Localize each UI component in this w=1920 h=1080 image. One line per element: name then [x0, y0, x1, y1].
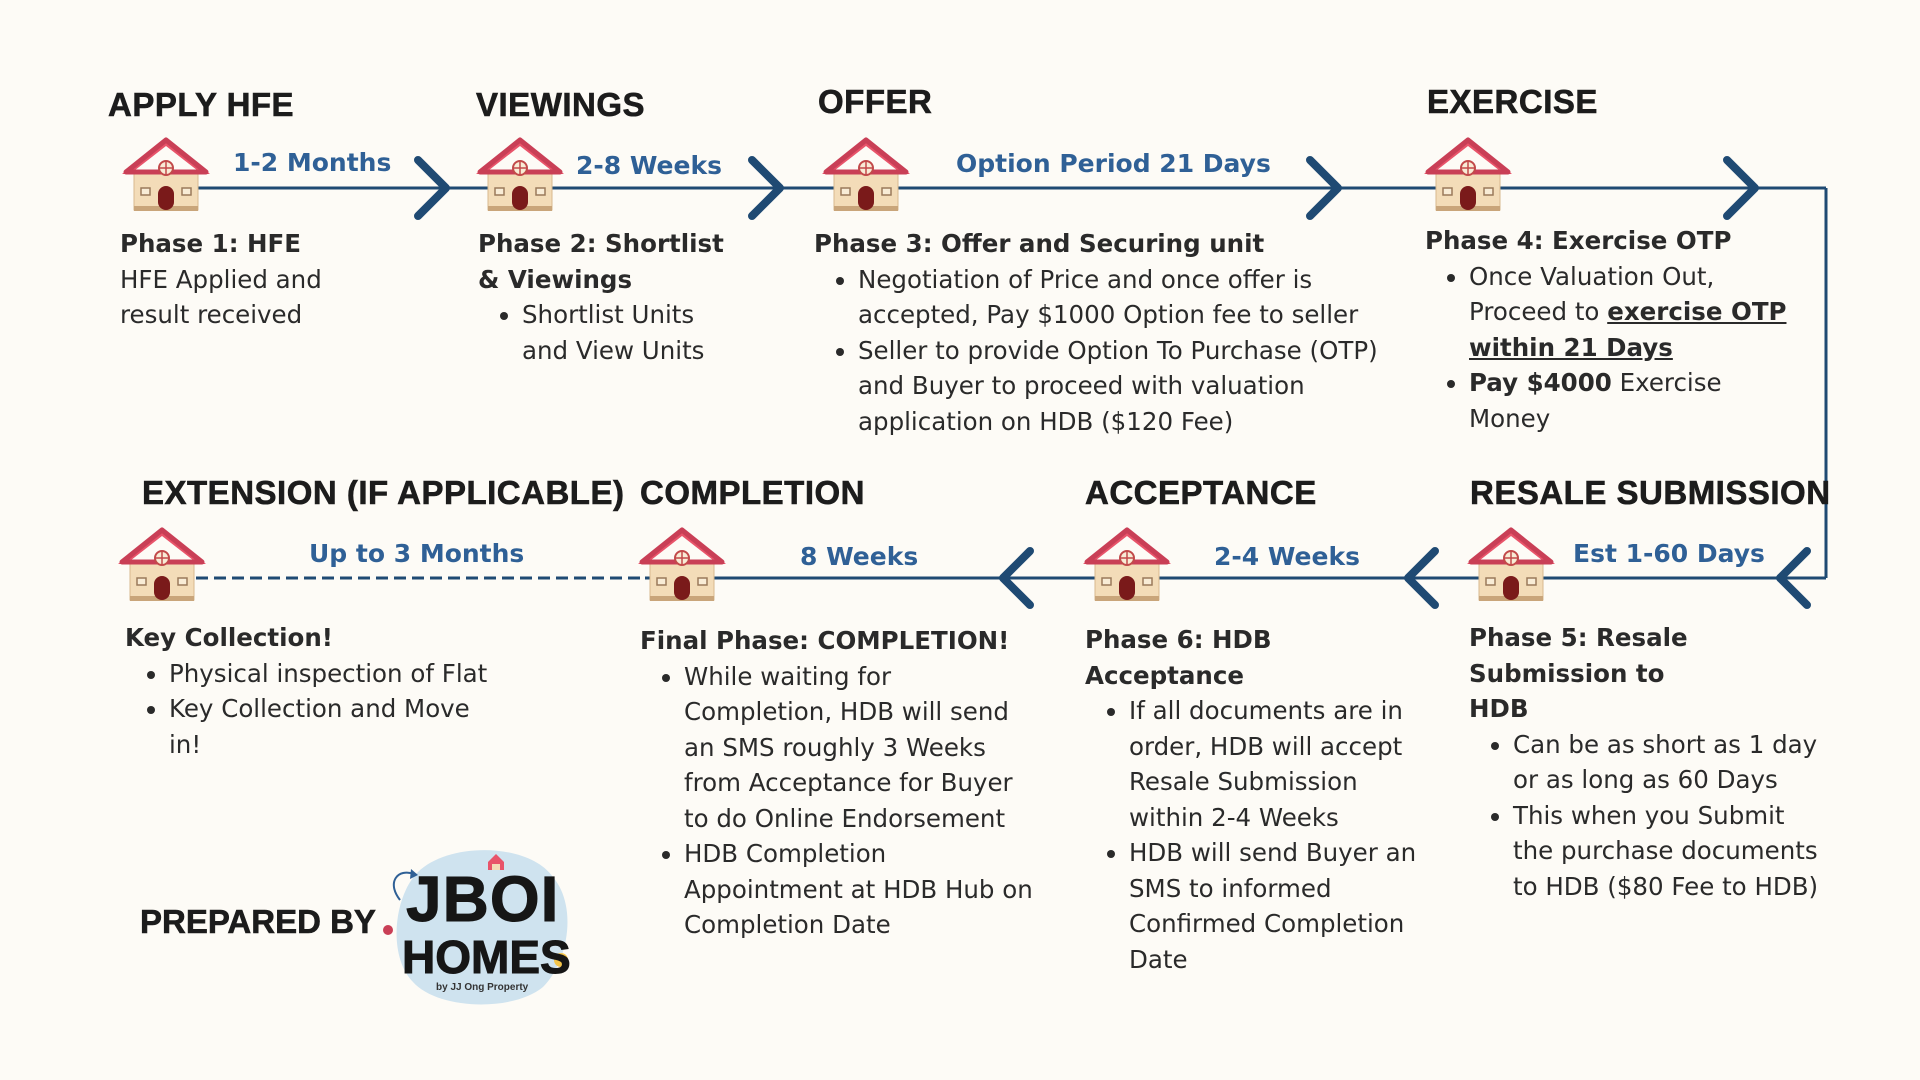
phase6-bullet: • HDB will send Buyer an SMS to informed Confirmed Completion Date: [1129, 835, 1430, 977]
heading-offer: OFFER: [818, 83, 933, 120]
logo-subtitle: by JJ Ong Property: [436, 982, 529, 993]
phase3-block: [814, 226, 1414, 439]
heading-viewings: VIEWINGS: [476, 86, 646, 123]
key-bullet: • Key Collection and Move in!: [169, 691, 505, 762]
logo-line2: HOMES: [402, 931, 571, 983]
phase1-text: HFE Applied and result received: [120, 264, 322, 329]
phase4-bullet: [1469, 259, 1805, 366]
phase6-title: Phase 6: HDB Acceptance: [1085, 625, 1272, 690]
heading-exercise: EXERCISE: [1427, 83, 1598, 120]
phase4-block: [1425, 223, 1805, 436]
key-bullet: • Physical inspection of Flat: [169, 656, 505, 692]
final-bullet: • While waiting for Completion, HDB will send an SMS roughly 3 Weeks from Acceptance for Buyer to do Online Endorsement: [684, 659, 1040, 837]
final-title: Final Phase: COMPLETION!: [640, 626, 1010, 655]
phase5-title: Phase 5: Resale Submission to HDB: [1469, 623, 1688, 723]
phase3-bullet: • Negotiation of Price and once offer is accepted, Pay $1000 Option fee to seller: [858, 262, 1414, 333]
duration-completion: 8 Weeks: [800, 542, 919, 571]
key-collection-block: [125, 620, 505, 762]
duration-offer: Option Period 21 Days: [956, 149, 1271, 178]
phase2-title: Phase 2: Shortlist & Viewings: [478, 229, 724, 294]
final-phase-block: [640, 623, 1040, 943]
jboi-homes-logo: [378, 842, 578, 1007]
house-icon: [638, 528, 726, 601]
phase4-b1-text: Once Valuation Out, Proceed to: [1469, 261, 1715, 326]
phase3-title: Phase 3: Offer and Securing unit: [814, 229, 1265, 258]
duration-viewings: 2-8 Weeks: [576, 151, 722, 180]
duration-acceptance: 2-4 Weeks: [1214, 542, 1360, 571]
heading-completion: COMPLETION: [640, 474, 865, 511]
phase5-bullet: • Can be as short as 1 day or as long as 60 Days: [1513, 727, 1829, 798]
key-title: Key Collection!: [125, 623, 333, 652]
phase2-block: [478, 226, 738, 368]
phase6-bullet: • If all documents are in order, HDB will accept Resale Submission within 2-4 Weeks: [1129, 693, 1430, 835]
phase5-block: [1469, 620, 1829, 904]
phase1-title: Phase 1: HFE: [120, 229, 302, 258]
heading-extension: EXTENSION (IF APPLICABLE): [142, 474, 625, 511]
phase5-bullet: • This when you Submit the purchase documents to HDB ($80 Fee to HDB): [1513, 798, 1829, 905]
duration-hfe: 1-2 Months: [233, 148, 392, 177]
heading-resale-submission: RESALE SUBMISSION: [1470, 474, 1831, 511]
phase2-bullet: • Shortlist Units and View Units: [522, 297, 738, 368]
logo-line1: JBOI: [406, 863, 560, 935]
duration-extension: Up to 3 Months: [309, 539, 525, 568]
phase4-b2-text: Exercise Money: [1469, 368, 1722, 433]
house-icon: [1083, 528, 1171, 601]
duration-resale: Est 1-60 Days: [1573, 539, 1765, 568]
prepared-by-label: PREPARED BY: [140, 903, 376, 940]
house-icon: [122, 138, 210, 211]
phase3-bullet: • Seller to provide Option To Purchase (OTP) and Buyer to proceed with valuation application on HDB ($120 Fee): [858, 333, 1414, 440]
house-icon: [1467, 528, 1555, 601]
phase4-b1-emphasis: exercise OTP within 21 Days: [1469, 297, 1787, 362]
heading-acceptance: ACCEPTANCE: [1085, 474, 1317, 511]
house-icon: [476, 138, 564, 211]
phase4-bullet: [1469, 365, 1805, 436]
heading-apply-hfe: APPLY HFE: [108, 86, 295, 123]
house-icon: [1424, 138, 1512, 211]
phase6-block: [1085, 622, 1430, 977]
phase4-title: Phase 4: Exercise OTP: [1425, 226, 1732, 255]
phase1-block: [120, 226, 370, 333]
phase4-b2-emphasis: Pay $4000: [1469, 368, 1612, 397]
final-bullet: • HDB Completion Appointment at HDB Hub on Completion Date: [684, 836, 1040, 943]
house-icon: [118, 528, 206, 601]
house-icon: [822, 138, 910, 211]
